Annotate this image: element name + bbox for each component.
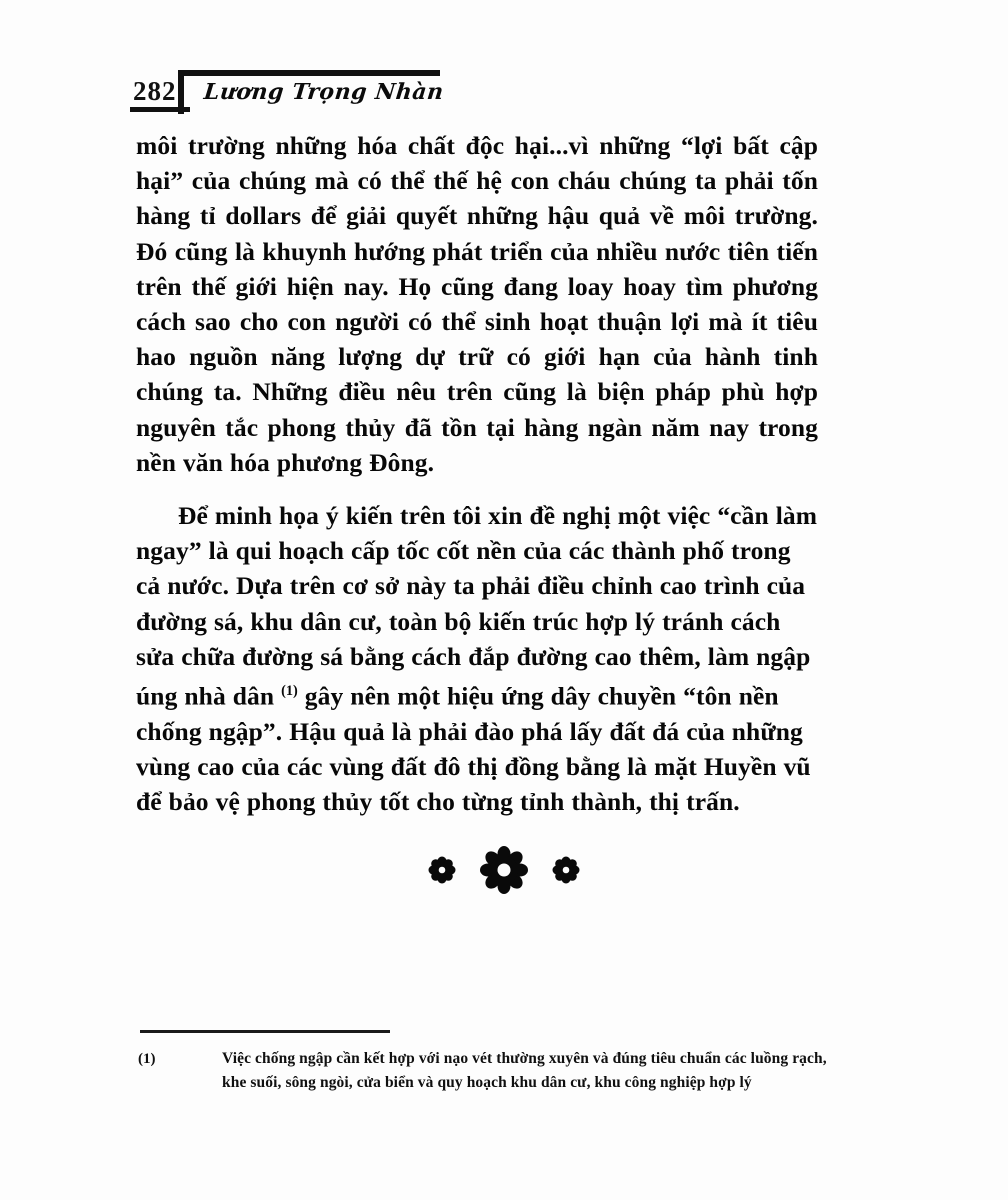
paragraph-1: môi trường những hóa chất độc hại...vì những “lợi bất cập hại” của chúng mà có thể thế hệ con cháu chúng ta phải tốn hàng tỉ dollars để giải quyết những hậu quả về môi trường. Đó cũng là khuynh hướng phát triển của nhiều nước tiên tiến trên thế giới hiện nay. Họ cũng đang loay hoay tìm phương cách sao cho con người có thể sinh hoạt thuận lợi mà ít tiêu hao nguồn năng lượng dự trữ có giới hạn của hành tinh chúng ta. Những điều nêu trên cũng là biện pháp phù hợp nguyên tắc phong thủy đã tồn tại hàng ngàn năm nay trong nền văn hóa phương Đông. (136, 131, 818, 477)
body-text-block (136, 128, 818, 819)
small-rosette-left-icon (427, 855, 457, 885)
footnote-marker: (1) (138, 1051, 156, 1067)
large-rosette-center-icon (479, 845, 529, 895)
footnote-separator-rule (140, 1030, 390, 1033)
footnote-entry (138, 1047, 838, 1095)
small-rosette-right-icon (551, 855, 581, 885)
author-name: Lương Trọng Nhàn (202, 79, 445, 105)
page-number: 282 (133, 76, 177, 106)
footnote-text: Việc chống ngập cần kết hợp với nạo vét thường xuyên và đúng tiêu chuẩn các luồng rạch, khe suối, sông ngòi, cửa biển và quy hoạch khu dân cư, khu công nghiệp hợp lý (222, 1050, 827, 1091)
ornament-divider (0, 845, 1008, 895)
paragraph-2-text-after-reference: gây nên một hiệu ứng dây chuyền “tôn nền chống ngập”. Hậu quả là phải đào phá lấy đất đá của những vùng cao của các vùng đất đô thị đồng bằng là mặt Huyền vũ để bảo vệ phong thủy tốt cho từng tỉnh thành, thị trấn. (136, 681, 811, 817)
header-vertical-rule (178, 70, 184, 114)
paragraph-2-text-before-reference: Để minh họa ý kiến trên tôi xin đề nghị một việc “cần làm ngay” là qui hoạch cấp tốc cốt nền của các thành phố trong cả nước. Dựa trên cơ sở này ta phải điều chỉnh cao trình của đường sá, khu dân cư, toàn bộ kiến trúc hợp lý tránh cách sửa chữa đường sá bằng cách đắp đường cao thêm, làm ngập úng nhà dân (136, 501, 818, 711)
footnote-area (138, 1030, 838, 1095)
running-head (130, 62, 890, 122)
header-horizontal-rule (178, 70, 440, 76)
paragraph-2 (136, 498, 818, 819)
footnote-reference-marker[interactable]: (1) (281, 683, 298, 700)
